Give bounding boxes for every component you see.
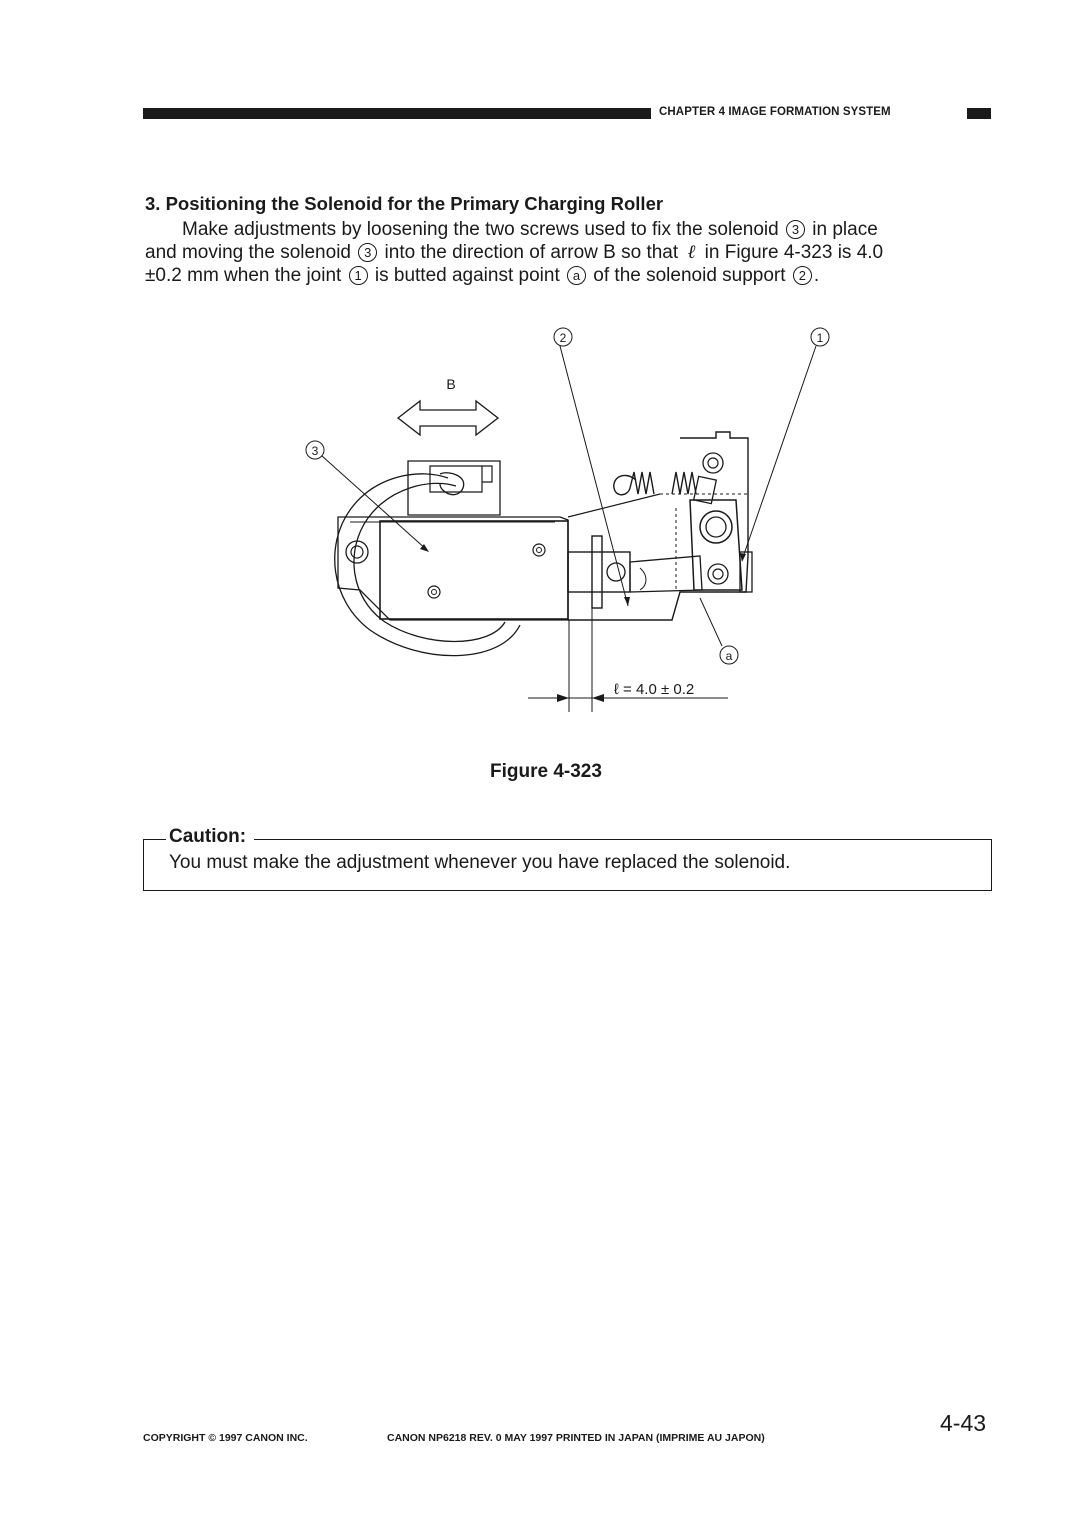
leader-line-2 bbox=[560, 346, 628, 606]
solenoid-diagram bbox=[0, 0, 1080, 760]
dimension-label: ℓ = 4.0 ± 0.2 bbox=[614, 681, 695, 698]
circled-number-1: 1 bbox=[349, 266, 368, 285]
paragraph-line-1: Make adjustments by loosening the two screws used to fix the solenoid 3 in place bbox=[182, 219, 878, 240]
figure-caption: Figure 4-323 bbox=[490, 761, 602, 782]
lever-arm bbox=[690, 500, 742, 590]
caution-text: You must make the adjustment whenever you have replaced the solenoid. bbox=[169, 852, 791, 873]
ell-symbol: ℓ bbox=[687, 241, 696, 263]
callout-3 bbox=[306, 441, 324, 459]
page-number: 4-43 bbox=[940, 1410, 987, 1436]
arrow-b-label: B bbox=[446, 376, 456, 392]
svg-text:3: 3 bbox=[311, 444, 319, 458]
section-heading: 3. Positioning the Solenoid for the Primary Charging Roller bbox=[145, 193, 664, 214]
plunger-flange bbox=[592, 536, 602, 608]
footer-publication: CANON NP6218 REV. 0 MAY 1997 PRINTED IN JAPAN (IMPRIME AU JAPON) bbox=[387, 1432, 765, 1444]
svg-text:1: 1 bbox=[816, 331, 824, 345]
circled-number-3: 3 bbox=[786, 220, 805, 239]
caution-label: Caution: bbox=[166, 826, 254, 848]
paragraph-line-2: and moving the solenoid 3 into the direction of arrow B so that ℓ in Figure 4-323 is 4.0 bbox=[145, 241, 884, 263]
spring-left bbox=[614, 472, 654, 495]
svg-text:2: 2 bbox=[559, 331, 567, 345]
callout-2 bbox=[554, 328, 572, 346]
svg-text:a: a bbox=[725, 649, 733, 663]
spring-right bbox=[672, 472, 696, 494]
footer-copyright: COPYRIGHT © 1997 CANON INC. bbox=[143, 1432, 308, 1444]
chapter-header: CHAPTER 4 IMAGE FORMATION SYSTEM bbox=[659, 106, 891, 118]
solenoid-body bbox=[380, 521, 568, 619]
callout-1 bbox=[811, 328, 829, 346]
callout-a bbox=[720, 646, 738, 664]
circled-letter-a: a bbox=[567, 266, 586, 285]
double-arrow-icon bbox=[398, 401, 498, 435]
paragraph-line-3: ±0.2 mm when the joint 1 is butted against point a of the solenoid support 2 . bbox=[145, 265, 820, 286]
leader-line-a bbox=[700, 598, 722, 646]
circled-number-3: 3 bbox=[358, 243, 377, 262]
circled-number-2: 2 bbox=[793, 266, 812, 285]
leader-line-1 bbox=[742, 346, 816, 560]
